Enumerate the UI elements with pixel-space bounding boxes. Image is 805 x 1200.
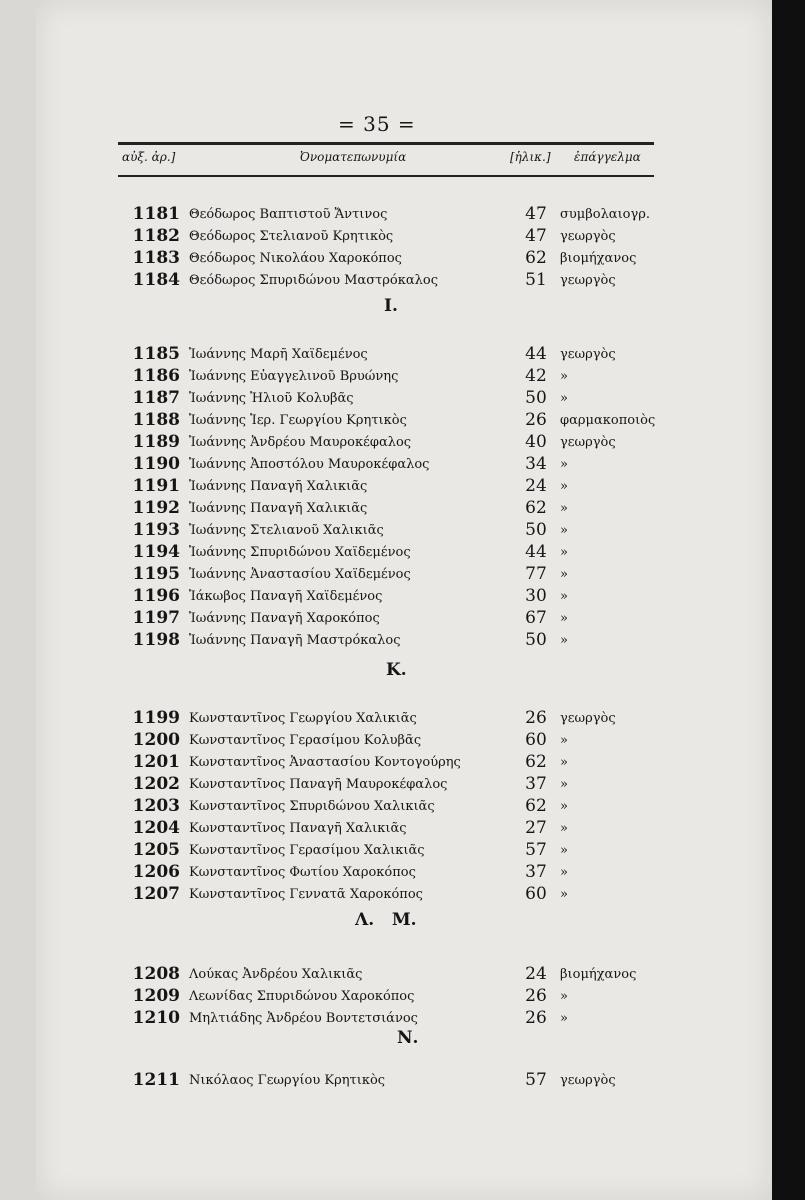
entry-occupation: » [560,545,568,560]
entry-number: 1207 [132,884,180,904]
entry-occupation: » [560,777,568,792]
header-rule-top [118,142,654,145]
entry-occupation: γεωργὸς [560,1073,616,1088]
entry-occupation: γεωργὸς [560,435,616,450]
entry-name: Ἰωάννης Στελιανοῦ Χαλικιᾶς [189,523,384,538]
entry-occupation: βιομήχανος [560,251,637,266]
entry-age: 51 [525,270,547,290]
entry-name: Κωνσταντῖνος Γεννατᾶ Χαροκόπος [189,887,423,902]
entry-name: Θεόδωρος Νικολάου Χαροκόπος [189,251,402,266]
table-row [0,796,805,818]
entry-age: 57 [525,1070,547,1090]
entry-name: Ἰωάννης Ἀναστασίου Χαϊδεμένος [189,567,411,582]
entry-occupation: » [560,589,568,604]
entry-name: Κωνσταντῖνος Φωτίου Χαροκόπος [189,865,416,880]
table-row [0,410,805,432]
entry-age: 26 [525,1008,547,1028]
entry-age: 42 [525,366,547,386]
entry-occupation: » [560,821,568,836]
entry-number: 1210 [132,1008,180,1028]
table-row [0,964,805,986]
entry-occupation: » [560,633,568,648]
entry-occupation: » [560,733,568,748]
table-row [0,388,805,410]
entry-number: 1202 [132,774,180,794]
table-row [0,862,805,884]
entry-occupation: » [560,457,568,472]
entry-occupation: » [560,755,568,770]
entry-name: Ἰωάννης Παναγῆ Χαλικιᾶς [189,501,368,516]
entry-name: Κωνσταντῖνος Παναγῆ Μαυροκέφαλος [189,777,448,792]
entry-number: 1187 [132,388,180,408]
entry-occupation: » [560,887,568,902]
entry-age: 62 [525,498,547,518]
entry-name: Λούκας Ἀνδρέου Χαλικιᾶς [189,967,363,982]
table-row [0,366,805,388]
entry-number: 1208 [132,964,180,984]
table-row [0,586,805,608]
entry-age: 44 [525,344,547,364]
entry-age: 26 [525,410,547,430]
entry-occupation: » [560,799,568,814]
header-name: Ὀνοματεπωνυμία [300,150,407,164]
entry-number: 1203 [132,796,180,816]
entry-name: Θεόδωρος Βαπτιστοῦ Ἄντινος [189,207,388,222]
entry-number: 1184 [132,270,180,290]
table-row [0,520,805,542]
table-row [0,542,805,564]
entry-age: 62 [525,248,547,268]
entry-name: Κωνσταντῖνος Παναγῆ Χαλικιᾶς [189,821,407,836]
entry-number: 1192 [132,498,180,518]
table-row [0,270,805,292]
entry-occupation: » [560,369,568,384]
entry-name: Κωνσταντῖνος Ἀναστασίου Κοντογούρης [189,755,461,770]
entry-number: 1183 [132,248,180,268]
table-row [0,564,805,586]
table-row [0,884,805,906]
entry-occupation: » [560,567,568,582]
table-row [0,630,805,652]
entry-number: 1188 [132,410,180,430]
section-heading-k: Κ. [386,660,407,680]
entry-age: 60 [525,730,547,750]
entry-name: Κωνσταντῖνος Γερασίμου Κολυβᾶς [189,733,422,748]
entry-occupation: βιομήχανος [560,967,637,982]
entry-name: Κωνσταντῖνος Γερασίμου Χαλικιᾶς [189,843,425,858]
table-row [0,476,805,498]
entry-number: 1186 [132,366,180,386]
entry-number: 1198 [132,630,180,650]
entry-age: 44 [525,542,547,562]
entry-name: Ἰωάννης Παναγῆ Χαροκόπος [189,611,380,626]
entry-name: Ἰωάννης Σπυριδώνου Χαϊδεμένος [189,545,411,560]
entry-number: 1211 [132,1070,180,1090]
entry-age: 26 [525,708,547,728]
table-row [0,730,805,752]
entry-name: Ἰωάννης Ἀποστόλου Μαυροκέφαλος [189,457,430,472]
table-row [0,454,805,476]
entry-age: 50 [525,630,547,650]
entry-number: 1196 [132,586,180,606]
entry-name: Κωνσταντῖνος Σπυριδώνου Χαλικιᾶς [189,799,435,814]
entry-name: Θεόδωρος Σπυριδώνου Μαστρόκαλος [189,273,438,288]
entry-number: 1185 [132,344,180,364]
entry-age: 62 [525,796,547,816]
entry-age: 57 [525,840,547,860]
table-row [0,752,805,774]
entry-occupation: » [560,501,568,516]
entry-number: 1205 [132,840,180,860]
entry-age: 26 [525,986,547,1006]
entry-number: 1206 [132,862,180,882]
entry-occupation: » [560,1011,568,1026]
entry-number: 1204 [132,818,180,838]
table-row [0,432,805,454]
entry-age: 34 [525,454,547,474]
entry-age: 37 [525,774,547,794]
page-number: = 35 = [338,112,416,136]
entry-age: 62 [525,752,547,772]
table-row [0,708,805,730]
table-row [0,840,805,862]
entry-name: Ἰωάννης Ἱερ. Γεωργίου Κρητικὸς [189,413,407,428]
entry-number: 1190 [132,454,180,474]
table-row [0,608,805,630]
header-rule-bottom [118,175,654,177]
entry-number: 1193 [132,520,180,540]
entry-age: 50 [525,520,547,540]
entry-occupation: γεωργὸς [560,711,616,726]
entry-age: 47 [525,204,547,224]
entry-number: 1195 [132,564,180,584]
entry-name: Θεόδωρος Στελιανοῦ Κρητικὸς [189,229,394,244]
header-age: [ἡλικ.] [510,150,551,164]
entry-name: Νικόλαος Γεωργίου Κρητικὸς [189,1073,386,1088]
entry-occupation: » [560,611,568,626]
entry-number: 1201 [132,752,180,772]
entry-age: 40 [525,432,547,452]
table-row [0,818,805,840]
entry-name: Ἰωάννης Παναγῆ Χαλικιᾶς [189,479,368,494]
entry-number: 1199 [132,708,180,728]
table-row [0,498,805,520]
entry-number: 1191 [132,476,180,496]
entry-name: Κωνσταντῖνος Γεωργίου Χαλικιᾶς [189,711,417,726]
entry-name: Λεωνίδας Σπυριδώνου Χαροκόπος [189,989,415,1004]
entry-occupation: » [560,843,568,858]
entry-number: 1189 [132,432,180,452]
header-occupation: ἐπάγγελμα [574,150,641,164]
entry-number: 1182 [132,226,180,246]
entry-occupation: » [560,479,568,494]
entry-age: 47 [525,226,547,246]
section-heading-n: Ν. [397,1028,419,1048]
table-row [0,1070,805,1092]
section-heading-lm: Λ. Μ. [355,910,417,930]
entry-occupation: συμβολαιογρ. [560,207,651,222]
entry-occupation: » [560,523,568,538]
entry-name: Ἰωάννης Ἠλιοῦ Κολυβᾶς [189,391,354,406]
header-number: αὐξ. ἀρ.] [122,150,176,164]
entry-name: Ἰωάννης Μαρῆ Χαϊδεμένος [189,347,368,362]
entry-number: 1181 [132,204,180,224]
entry-age: 30 [525,586,547,606]
section-heading-i: Ι. [384,296,398,316]
entry-name: Ἰάκωβος Παναγῆ Χαϊδεμένος [189,589,383,604]
entry-occupation: γεωργὸς [560,273,616,288]
table-row [0,986,805,1008]
table-row [0,204,805,226]
entry-occupation: φαρμακοποιὸς [560,413,656,428]
entry-name: Ἰωάννης Εὐαγγελινοῦ Βρυώνης [189,369,399,384]
entry-age: 67 [525,608,547,628]
entry-occupation: γεωργὸς [560,229,616,244]
entry-number: 1200 [132,730,180,750]
entry-number: 1197 [132,608,180,628]
entry-age: 27 [525,818,547,838]
table-row [0,248,805,270]
entry-age: 50 [525,388,547,408]
entry-occupation: γεωργὸς [560,347,616,362]
entry-age: 37 [525,862,547,882]
table-row [0,1008,805,1030]
entry-age: 24 [525,964,547,984]
entry-number: 1194 [132,542,180,562]
table-row [0,226,805,248]
table-row [0,774,805,796]
entry-occupation: » [560,865,568,880]
entry-name: Ἰωάννης Ἀνδρέου Μαυροκέφαλος [189,435,412,450]
entry-number: 1209 [132,986,180,1006]
table-row [0,344,805,366]
entry-occupation: » [560,989,568,1004]
entry-age: 60 [525,884,547,904]
entry-occupation: » [560,391,568,406]
entry-name: Μηλτιάδης Ἀνδρέου Βοντετσιάνος [189,1011,418,1026]
entry-name: Ἰωάννης Παναγῆ Μαστρόκαλος [189,633,401,648]
entry-age: 77 [525,564,547,584]
entry-age: 24 [525,476,547,496]
